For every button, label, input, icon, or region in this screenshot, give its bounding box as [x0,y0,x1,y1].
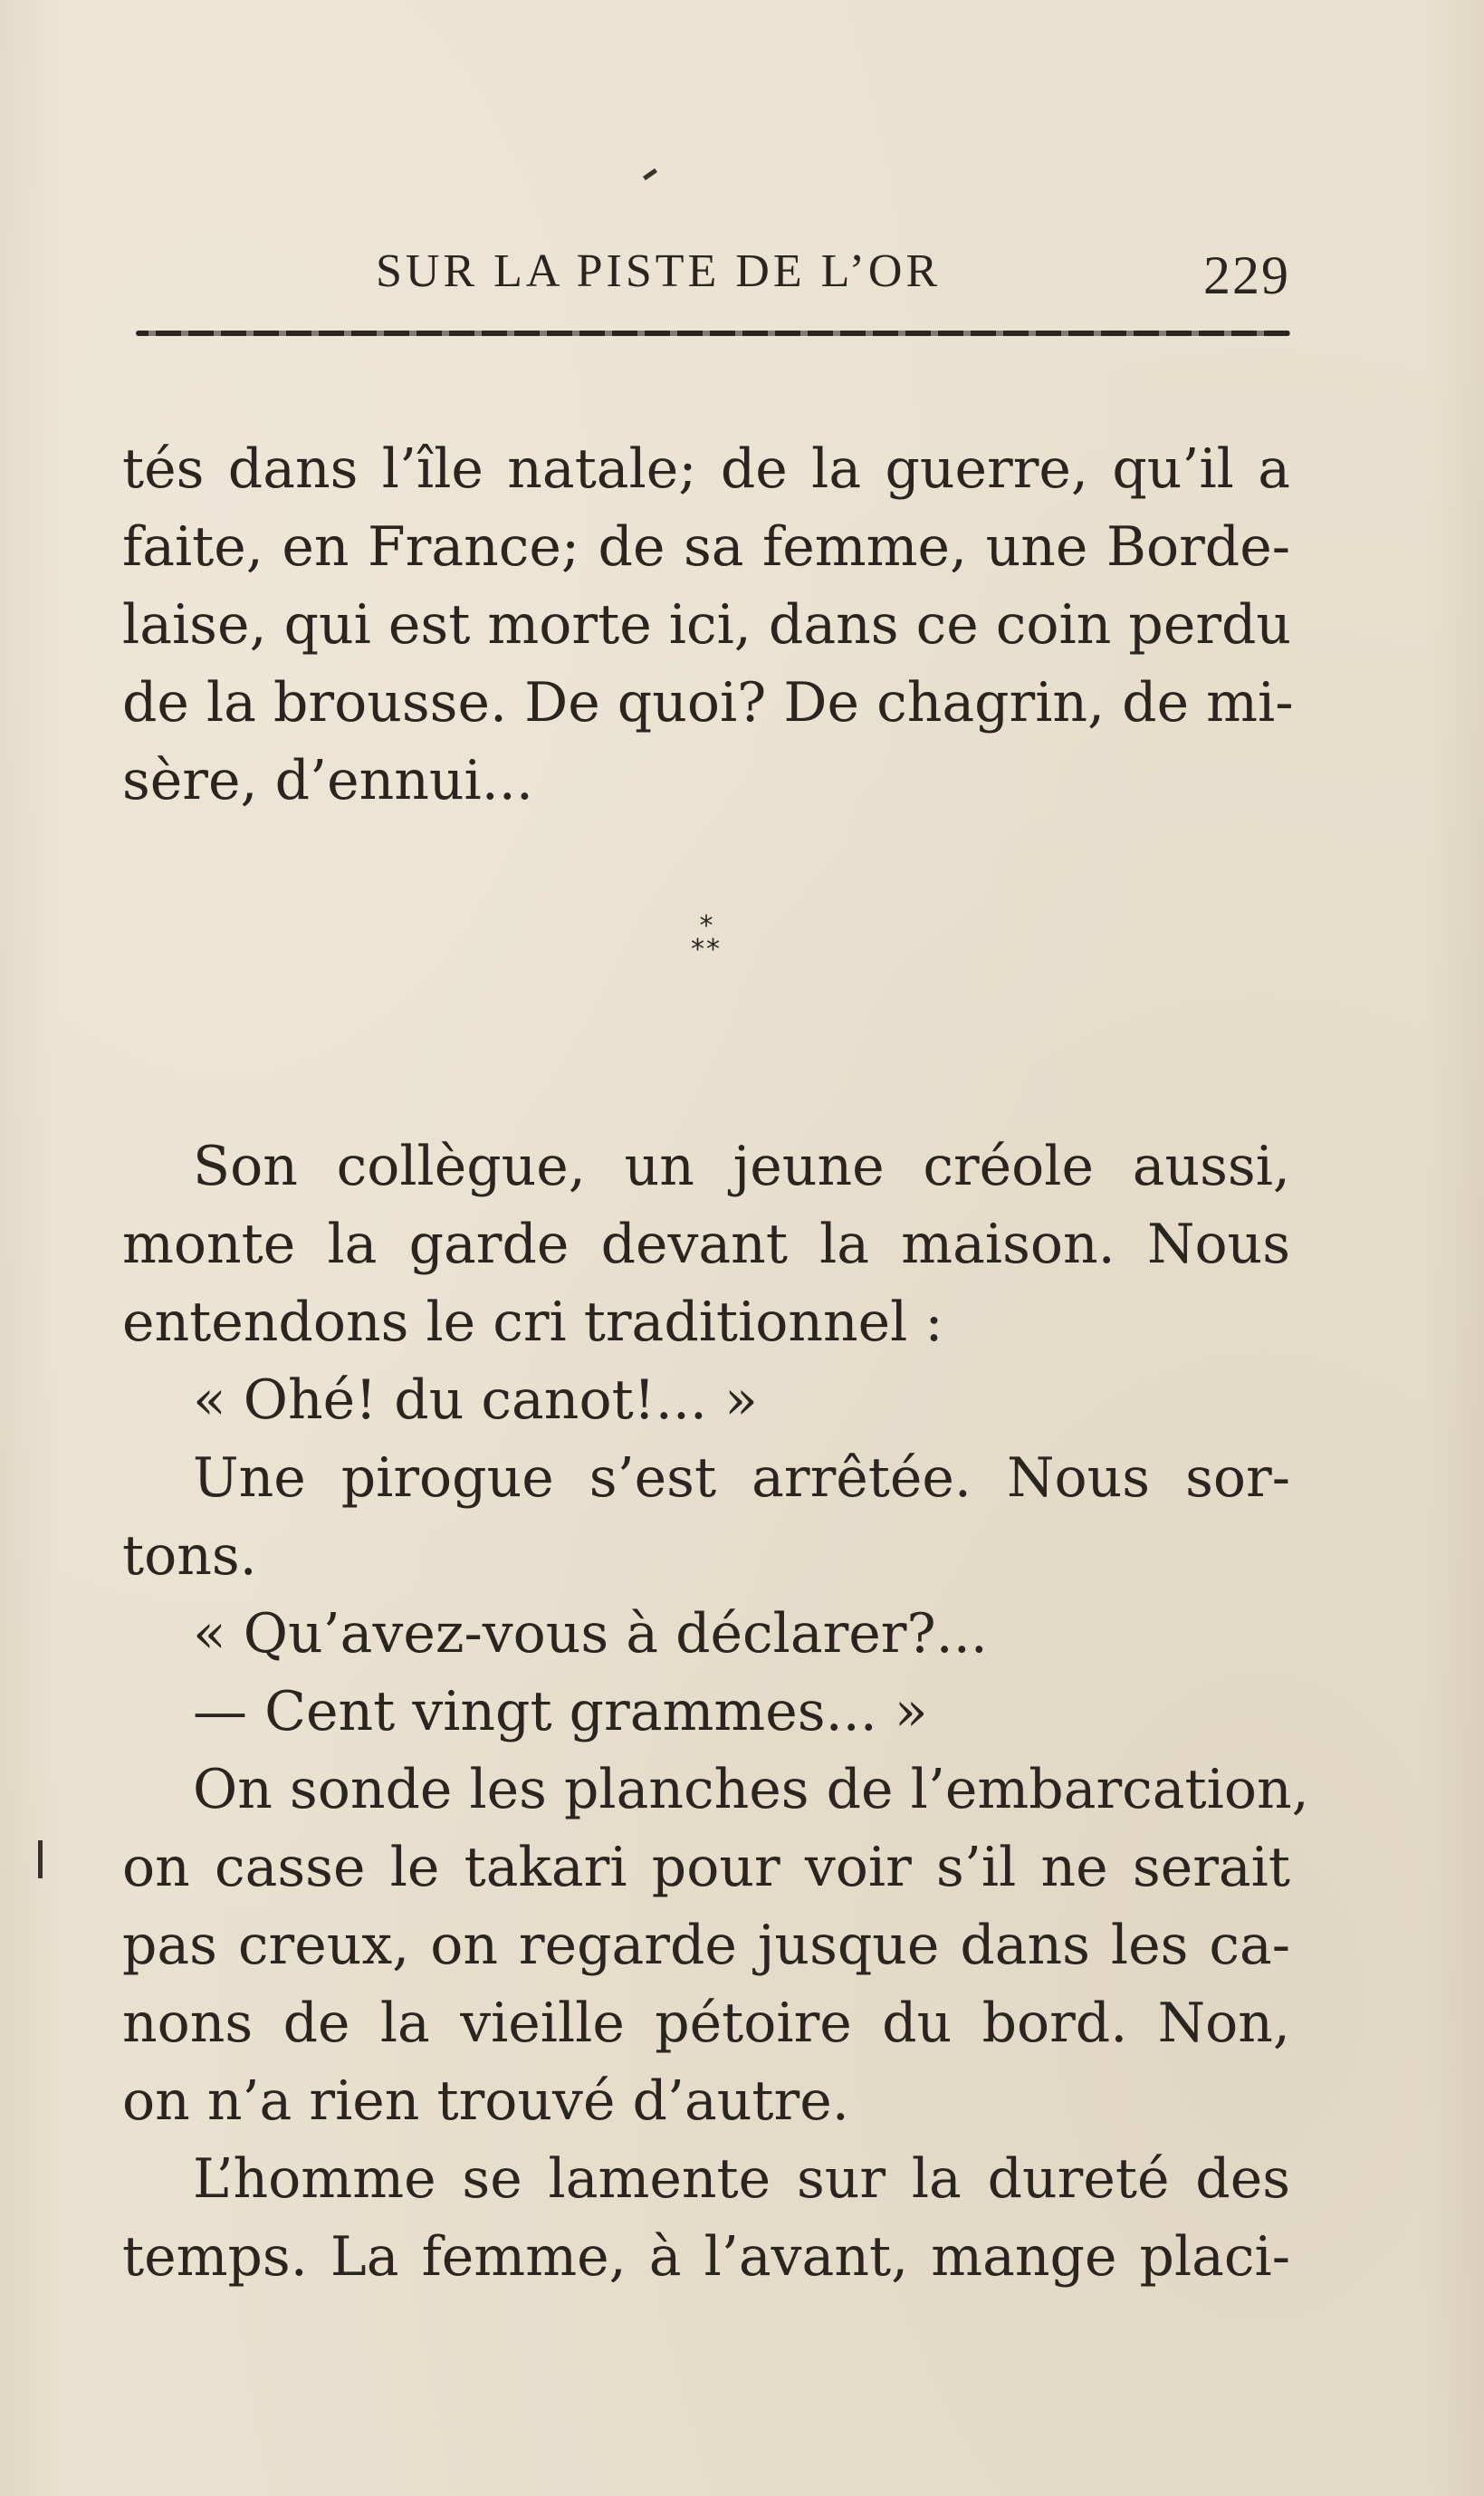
text-line: nons de la vieille pétoire du bord. Non, [122,1992,1290,2055]
ink-speck [643,168,657,180]
section-asterism [670,910,742,987]
asterism-top: * [699,910,713,942]
text-line: temps. La femme, à l’avant, mange placi- [122,2225,1290,2289]
dialogue-line: « Ohé! du canot!... » [193,1368,758,1432]
text-line: monte la garde devant la maison. Nous [122,1213,1290,1276]
text-line: L’homme se lamente sur la dureté des [193,2147,1290,2211]
text-line: pas creux, on regarde jusque dans les ca- [122,1914,1290,1977]
page-header [122,245,1290,317]
text-line: Son collègue, un jeune créole aussi, [193,1135,1290,1198]
text-line: entendons le cri traditionnel : [122,1291,943,1354]
running-title: SUR LA PISTE DE L’OR [376,245,942,297]
text-line: sère, d’ennui... [122,749,533,812]
section-body [122,1128,1309,2296]
paragraph-continuation [122,430,1294,820]
header-rule [136,331,1290,336]
text-line: tés dans l’île natale; de la guerre, qu’il a [122,437,1290,501]
text-line: tons. [122,1524,257,1588]
dialogue-line: — Cent vingt grammes... » [193,1680,928,1743]
asterism-bottom: ** [691,934,722,965]
text-line: laise, qui est morte ici, dans ce coin perdu [122,593,1292,657]
page-number: 229 [1203,245,1290,305]
text-line: on casse le takari pour voir s’il ne serait [122,1836,1290,1899]
margin-pencil-mark [38,1840,43,1878]
text-line: de la brousse. De quoi? De chagrin, de mi- [122,671,1294,734]
text-line: Une pirogue s’est arrêtée. Nous sor- [193,1446,1290,1510]
text-line: on n’a rien trouvé d’autre. [122,2069,849,2133]
text-line: faite, en France; de sa femme, une Borde- [122,515,1290,579]
text-line: On sonde les planches de l’embarcation, [193,1758,1309,1821]
dialogue-line: « Qu’avez-vous à déclarer?... [193,1602,988,1666]
